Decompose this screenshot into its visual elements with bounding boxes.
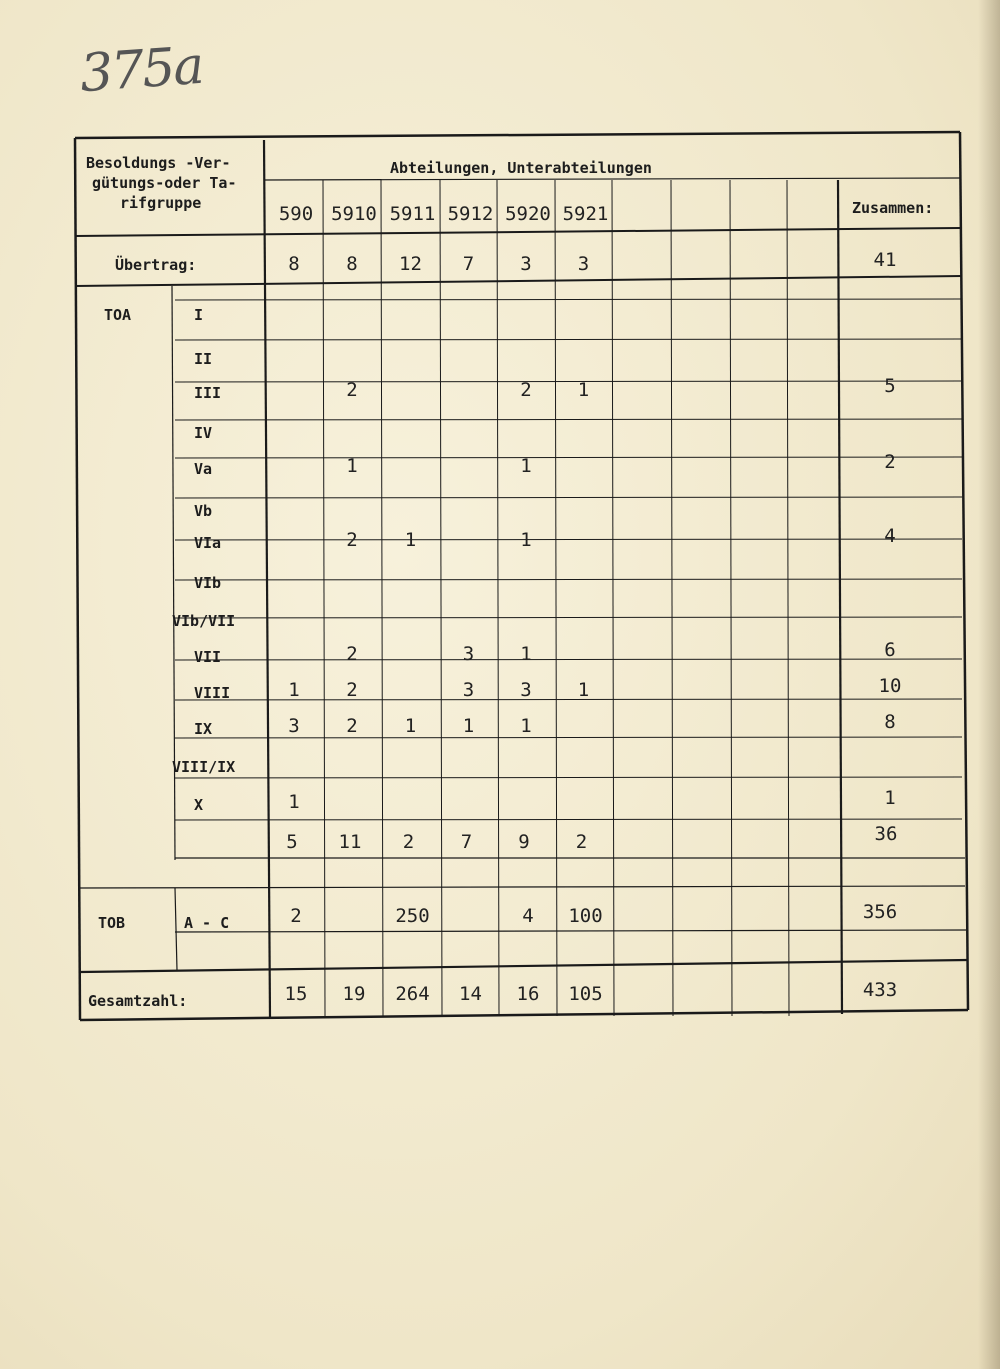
tob-cell-value: 250: [395, 905, 430, 927]
grade-label-ix: IX: [194, 720, 213, 738]
grade-row-rule: [175, 339, 962, 340]
column-divider: [787, 180, 789, 1016]
tob-grade-divider: [175, 888, 177, 970]
column-divider: [440, 180, 442, 1016]
header-bottom-rule: [75, 228, 960, 236]
table-border-right: [960, 132, 968, 1010]
carryover-total: 41: [873, 249, 897, 271]
department-codes: [279, 203, 609, 225]
tob-top-rule: [80, 886, 965, 888]
grade-label-vb: Vb: [194, 502, 213, 520]
total-column-divider: [838, 180, 842, 1014]
carryover-value: 3: [577, 253, 590, 275]
group-label-line-2: gütungs-oder Ta-: [92, 174, 237, 192]
grade-label-iii: III: [194, 384, 222, 402]
table-border-left: [75, 138, 80, 1020]
toa-subtotal-value: 2: [575, 831, 588, 853]
grand-total-sum: 433: [862, 979, 898, 1001]
department-code-5920: 5920: [505, 203, 551, 225]
header-rule: [264, 178, 960, 180]
grade-row-rule: [175, 419, 962, 420]
toa-cell-value: 3: [288, 715, 300, 737]
grand-total-value: 105: [568, 983, 603, 1005]
toa-cell-value: 2: [346, 643, 358, 665]
carryover-bottom-rule: [75, 276, 962, 286]
toa-cell-value: 1: [404, 715, 417, 737]
tob-grade-label: A - C: [184, 914, 230, 932]
toa-label: TOA: [104, 306, 132, 324]
toa-row-total: 8: [884, 711, 896, 733]
column-divider: [730, 180, 732, 1016]
department-code-5912: 5912: [447, 203, 494, 225]
grade-row-rule: [175, 819, 962, 820]
carryover-value: 8: [288, 253, 300, 275]
column-divider: [555, 180, 557, 1016]
table-values: [172, 249, 901, 1005]
column-divider: [381, 180, 383, 1016]
column-divider: [612, 180, 614, 1016]
departments-title: Abteilungen, Unterabteilungen: [390, 159, 652, 177]
tob-cell-value: 4: [522, 905, 534, 927]
grade-row-rule: [175, 381, 962, 382]
grade-label-iv: IV: [194, 424, 213, 442]
grade-label-viii: VIII: [194, 684, 231, 702]
grade-label-vib-vii: VIb/VII: [172, 612, 236, 630]
toa-cell-value: 1: [520, 529, 532, 551]
grade-row-rule: [175, 617, 962, 618]
grade-row-rule: [175, 737, 962, 738]
toa-cell-value: 2: [346, 529, 358, 551]
toa-row-total: 6: [884, 639, 896, 661]
tob-label: TOB: [98, 914, 126, 932]
toa-cell-value: 3: [462, 643, 475, 665]
toa-subtotal-value: 11: [338, 831, 362, 853]
toa-cell-value: 1: [288, 679, 300, 701]
toa-row-total: 5: [884, 375, 896, 397]
toa-cell-value: 3: [462, 679, 475, 701]
toa-subtotal-value: 2: [402, 831, 415, 853]
toa-row-total: 10: [878, 675, 902, 697]
toa-subtotal-total: 36: [874, 823, 898, 845]
toa-subtotal-value: 7: [460, 831, 473, 853]
toa-cell-value: 3: [520, 679, 532, 701]
group-label-line-3: rifgruppe: [120, 194, 202, 212]
grade-label-vib: VIb: [194, 574, 222, 592]
toa-cell-value: 1: [520, 455, 532, 477]
toa-cell-value: 1: [404, 529, 417, 551]
department-code-5910: 5910: [331, 203, 377, 225]
grade-row-rule: [175, 457, 962, 458]
toa-cell-value: 1: [577, 679, 590, 701]
toa-cell-value: 1: [520, 715, 532, 737]
grade-row-rule: [175, 299, 962, 300]
grand-total-value: 264: [395, 983, 430, 1005]
grade-label-via: VIa: [194, 534, 222, 552]
grand-total-value: 14: [459, 983, 482, 1005]
toa-subtotal-value: 5: [286, 831, 298, 853]
grade-row-rule: [175, 497, 962, 498]
carryover-label: Übertrag:: [115, 256, 197, 274]
column-divider: [323, 180, 325, 1016]
toa-cell-value: 1: [288, 791, 300, 813]
toa-cell-value: 2: [520, 379, 532, 401]
grade-label-x: X: [194, 796, 204, 814]
department-code-5921: 5921: [562, 203, 609, 225]
table-border-bottom: [80, 1010, 968, 1020]
toa-cell-value: 1: [520, 643, 532, 665]
grade-label-vii: VII: [194, 648, 222, 666]
department-code-590: 590: [278, 203, 314, 225]
grand-total-label: Gesamtzahl:: [88, 992, 188, 1010]
grade-label-viii-ix: VIII/IX: [172, 758, 236, 776]
grand-total-value: 16: [516, 983, 540, 1005]
grade-label-ii: II: [194, 350, 213, 368]
tob-mid-rule: [175, 930, 966, 932]
tob-cell-value: 2: [290, 905, 302, 927]
department-code-5911: 5911: [389, 203, 436, 225]
grade-row-rule: [175, 777, 962, 778]
grade-label-i: I: [194, 306, 204, 324]
carryover-value: 12: [399, 253, 422, 275]
grand-total-value: 15: [284, 983, 308, 1005]
label-column-divider: [264, 140, 270, 1018]
carryover-value: 3: [520, 253, 532, 275]
total-column-header: Zusammen:: [852, 199, 934, 217]
toa-cell-value: 2: [346, 379, 358, 401]
grade-label-va: Va: [194, 460, 213, 478]
tob-total: 356: [862, 901, 898, 923]
toa-row-total: 1: [884, 787, 896, 809]
toa-cell-value: 1: [577, 379, 590, 401]
toa-cell-value: 1: [462, 715, 475, 737]
grade-row-rule: [175, 539, 962, 540]
column-divider: [497, 180, 499, 1016]
tob-cell-value: 100: [568, 905, 603, 927]
toa-cell-value: 1: [346, 455, 358, 477]
toa-row-total: 2: [884, 451, 896, 473]
toa-cell-value: 2: [346, 715, 358, 737]
grand-total-value: 19: [342, 983, 366, 1005]
column-divider: [671, 180, 673, 1016]
grade-row-rule: [175, 579, 962, 580]
grand-total-rule: [80, 960, 967, 972]
grade-row-rule: [175, 659, 962, 660]
table-border-top: [75, 132, 960, 138]
toa-row-total: 4: [884, 525, 896, 547]
carryover-value: 7: [462, 253, 475, 275]
handwritten-page-number: 375a: [78, 35, 205, 105]
toa-subtotal-value: 9: [518, 831, 530, 853]
carryover-value: 8: [346, 253, 358, 275]
toa-cell-value: 2: [346, 679, 358, 701]
group-label-line-1: Besoldungs -Ver-: [86, 154, 231, 172]
